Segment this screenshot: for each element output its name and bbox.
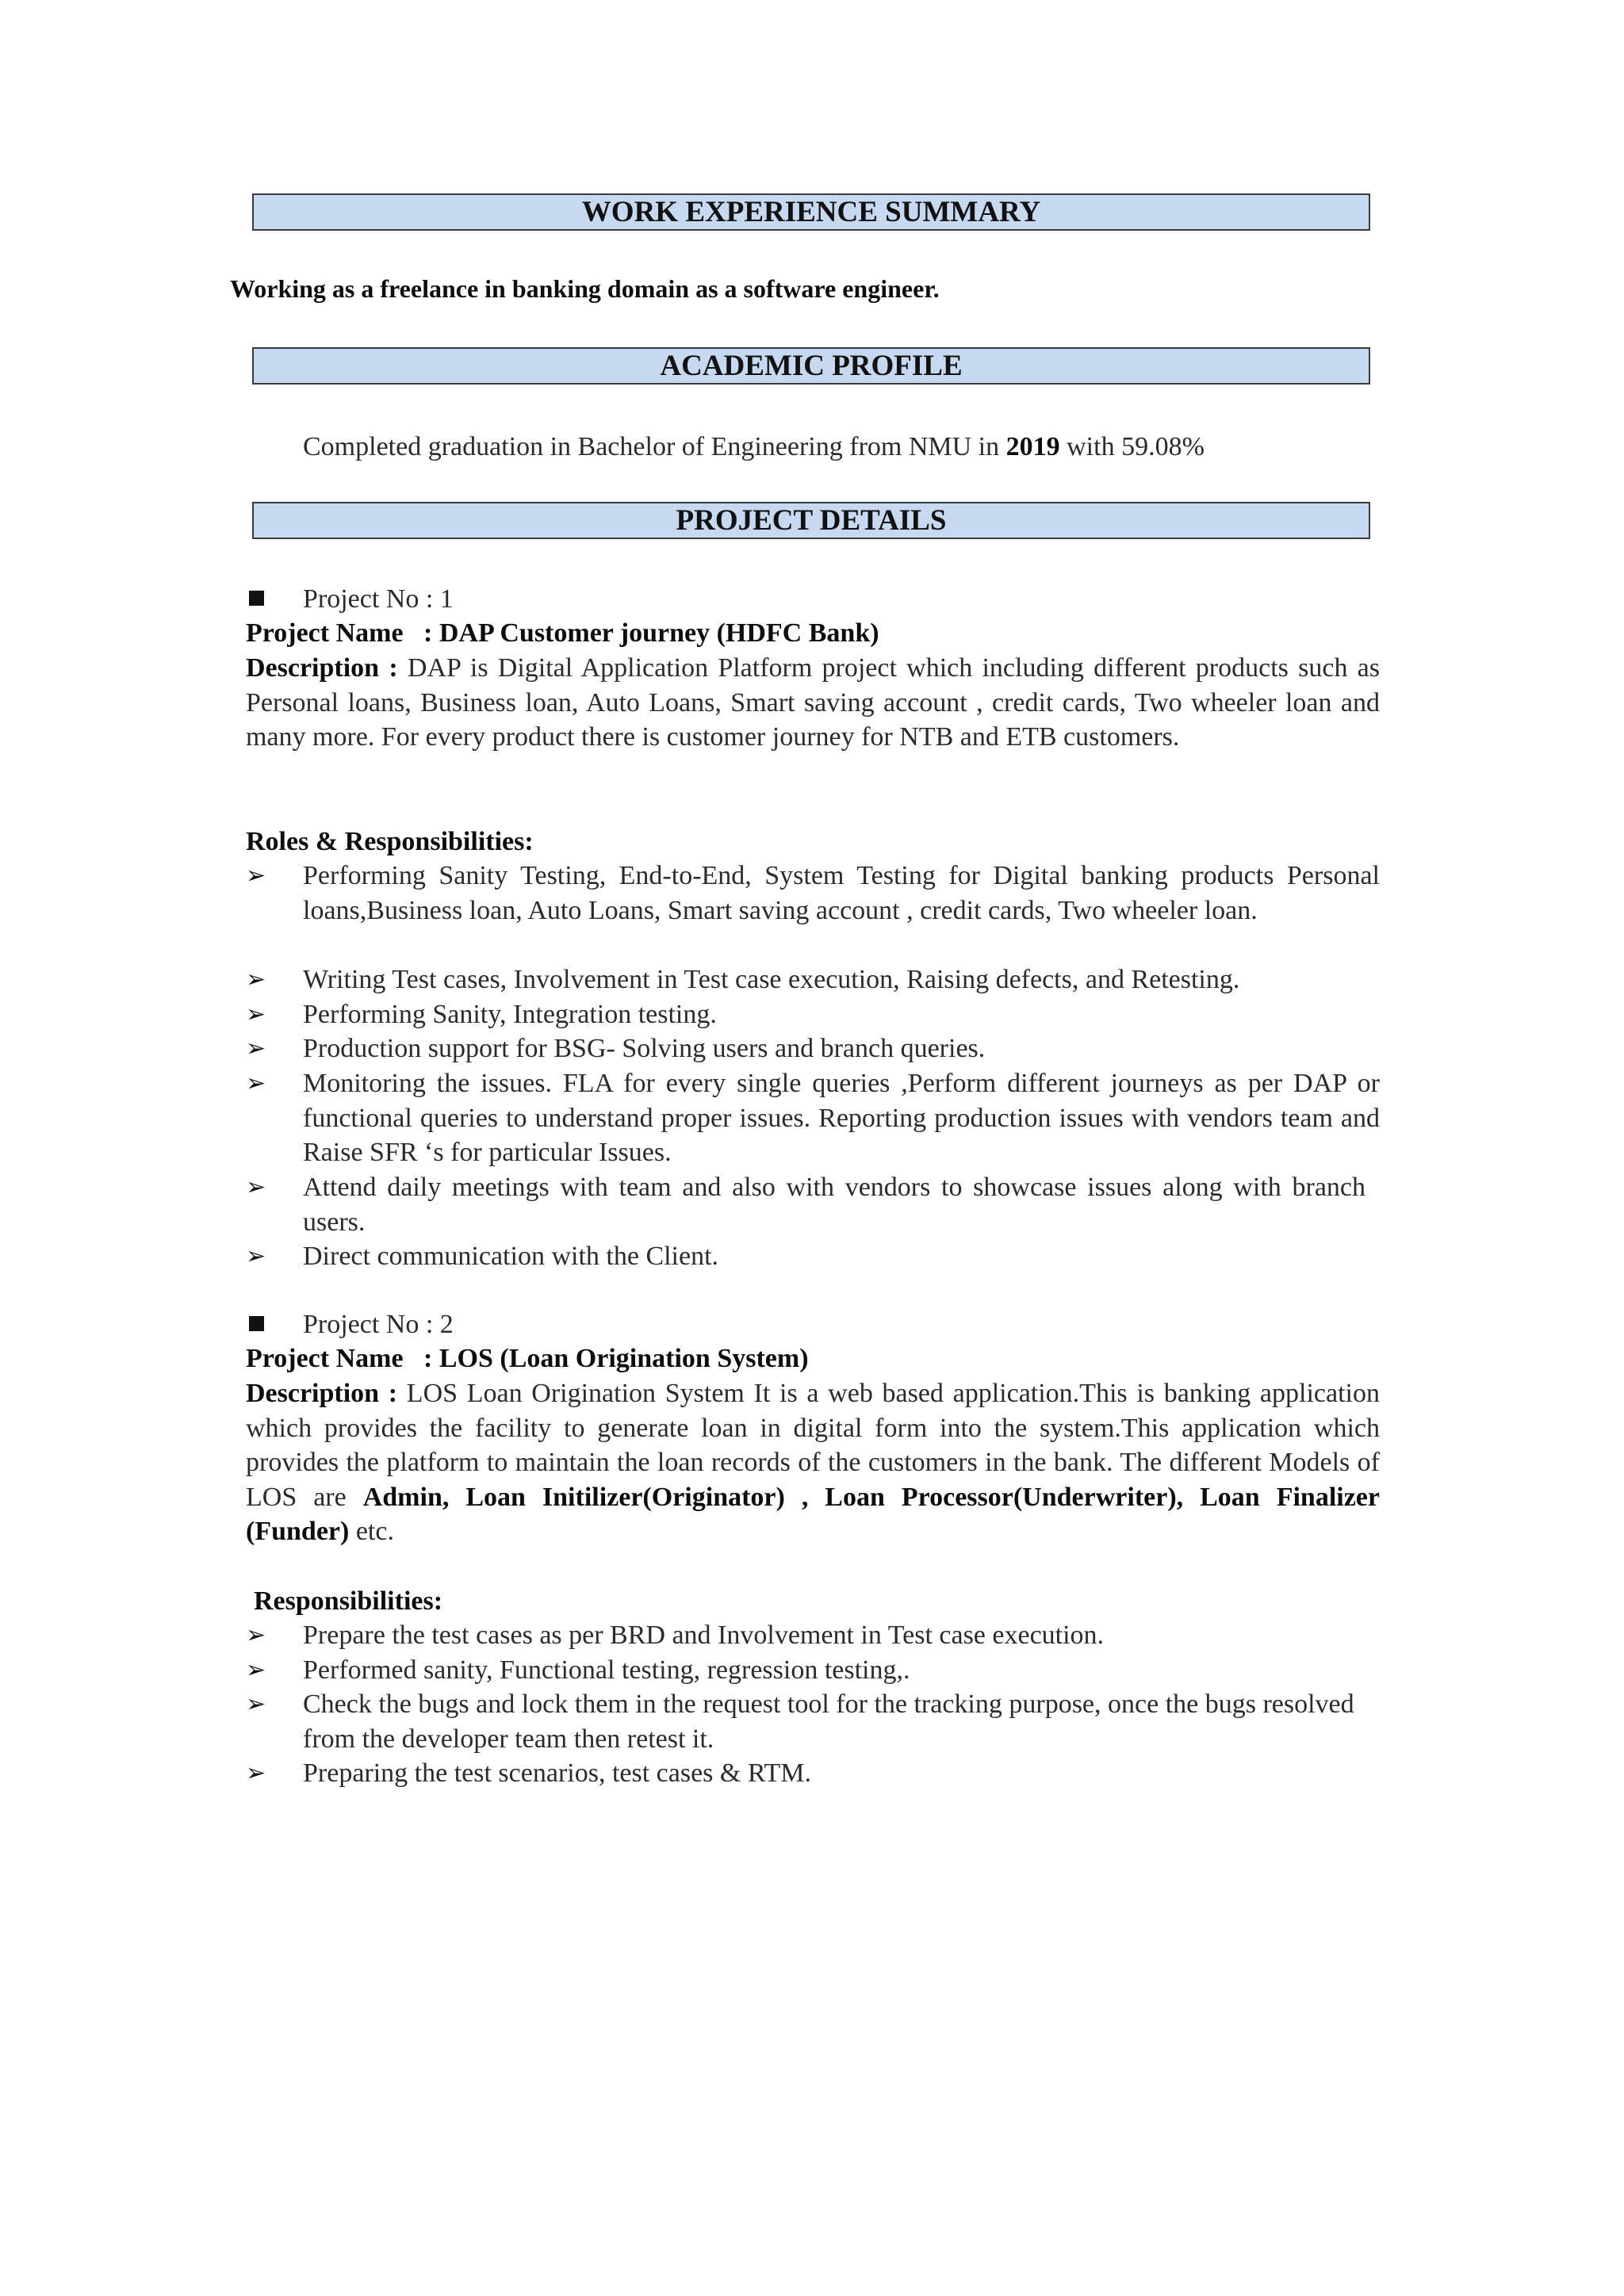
project1-role-item: ➢ Monitoring the issues. FLA for every single queries ,Perform different journeys as per DAP or functional queries to understand proper issues. Reporting production issues with vendors team and Raise SFR ‘s for particular Issues. — [246, 1066, 1380, 1170]
arrow-bullet-icon: ➢ — [246, 1001, 266, 1028]
arrow-bullet-icon: ➢ — [246, 1070, 266, 1097]
project1-role-item: ➢ Performing Sanity, Integration testing. — [246, 997, 1380, 1032]
project1-description — [246, 651, 1380, 755]
academic-text-after: with 59.08% — [1059, 432, 1205, 461]
project2-name: Project Name : LOS (Loan Origination System) — [246, 1344, 809, 1373]
arrow-bullet-icon: ➢ — [246, 1621, 266, 1649]
project2-resp-item: ➢ Prepare the test cases as per BRD and Involvement in Test case execution. — [246, 1618, 1380, 1653]
academic-year: 2019 — [1005, 432, 1060, 461]
project1-role-item: ➢ Production support for BSG- Solving users and branch queries. — [246, 1031, 1380, 1066]
project1-name: Project Name : DAP Customer journey (HDFC Bank) — [246, 618, 879, 648]
academic-profile-heading: ACADEMIC PROFILE — [252, 347, 1370, 385]
project1-description-label: Description : — [246, 653, 398, 683]
project2-description-label: Description : — [246, 1379, 398, 1408]
academic-text-before: Completed graduation in Bachelor of Engineering from NMU in — [303, 432, 1006, 461]
project2-description-models: Admin, Loan Initilizer(Originator) , Loan Processor(Underwriter), Loan Finalizer (Funder) — [246, 1482, 1380, 1547]
arrow-bullet-icon: ➢ — [246, 862, 266, 890]
square-bullet-icon — [249, 591, 264, 606]
project1-role-item: ➢ Performing Sanity Testing, End-to-End, System Testing for Digital banking products Personal loans,Business loan, Auto Loans, Smart saving account , credit cards, Two wheeler loan. — [246, 859, 1380, 928]
academic-text — [303, 430, 1205, 465]
project1-role-item: ➢ Writing Test cases, Involvement in Test case execution, Raising defects, and Retesting. — [246, 962, 1380, 997]
project2-description — [246, 1376, 1380, 1549]
work-experience-text: Working as a freelance in banking domain as a software engineer. — [230, 274, 940, 303]
project2-resp-item: ➢ Preparing the test scenarios, test cases & RTM. — [246, 1756, 1380, 1791]
arrow-bullet-icon: ➢ — [246, 1690, 266, 1718]
project2-description-end: etc. — [349, 1517, 394, 1547]
arrow-bullet-icon: ➢ — [246, 1759, 266, 1787]
arrow-bullet-icon: ➢ — [246, 1656, 266, 1684]
work-experience-heading: WORK EXPERIENCE SUMMARY — [252, 193, 1370, 231]
project2-description-text: LOS Loan Origination System It is a web based application.This is banking application which provides the facility to generate loan in digital form into the system.This application which provides the platform to maintain the loan records of the customers in the bank. The different Models of LOS are — [246, 1379, 1380, 1512]
arrow-bullet-icon: ➢ — [246, 1035, 266, 1062]
project1-number: Project No : 1 — [303, 584, 454, 614]
square-bullet-icon — [249, 1316, 264, 1331]
project1-role-item: ➢ Attend daily meetings with team and also with vendors to showcase issues along with branch users. — [246, 1170, 1380, 1239]
project2-number: Project No : 2 — [303, 1310, 454, 1339]
project2-resp-item: ➢ Check the bugs and lock them in the request tool for the tracking purpose, once the bugs resolved from the developer team then retest it. — [246, 1687, 1380, 1756]
project2-resp-item: ➢ Performed sanity, Functional testing, regression testing,. — [246, 1653, 1380, 1688]
project1-role-item: ➢ Direct communication with the Client. — [246, 1239, 1380, 1274]
project1-description-text: DAP is Digital Application Platform project which including different products such as Personal loans, Business loan, Auto Loans, Smart saving account , credit cards, Two wheeler loan and many more. For every product there is customer journey for NTB and ETB customers. — [246, 653, 1380, 752]
project1-roles-heading: Roles & Responsibilities: — [246, 827, 534, 856]
project-details-heading: PROJECT DETAILS — [252, 502, 1370, 539]
project2-responsibilities-heading: Responsibilities: — [254, 1586, 443, 1616]
arrow-bullet-icon: ➢ — [246, 1173, 266, 1201]
arrow-bullet-icon: ➢ — [246, 1242, 266, 1270]
arrow-bullet-icon: ➢ — [246, 966, 266, 993]
